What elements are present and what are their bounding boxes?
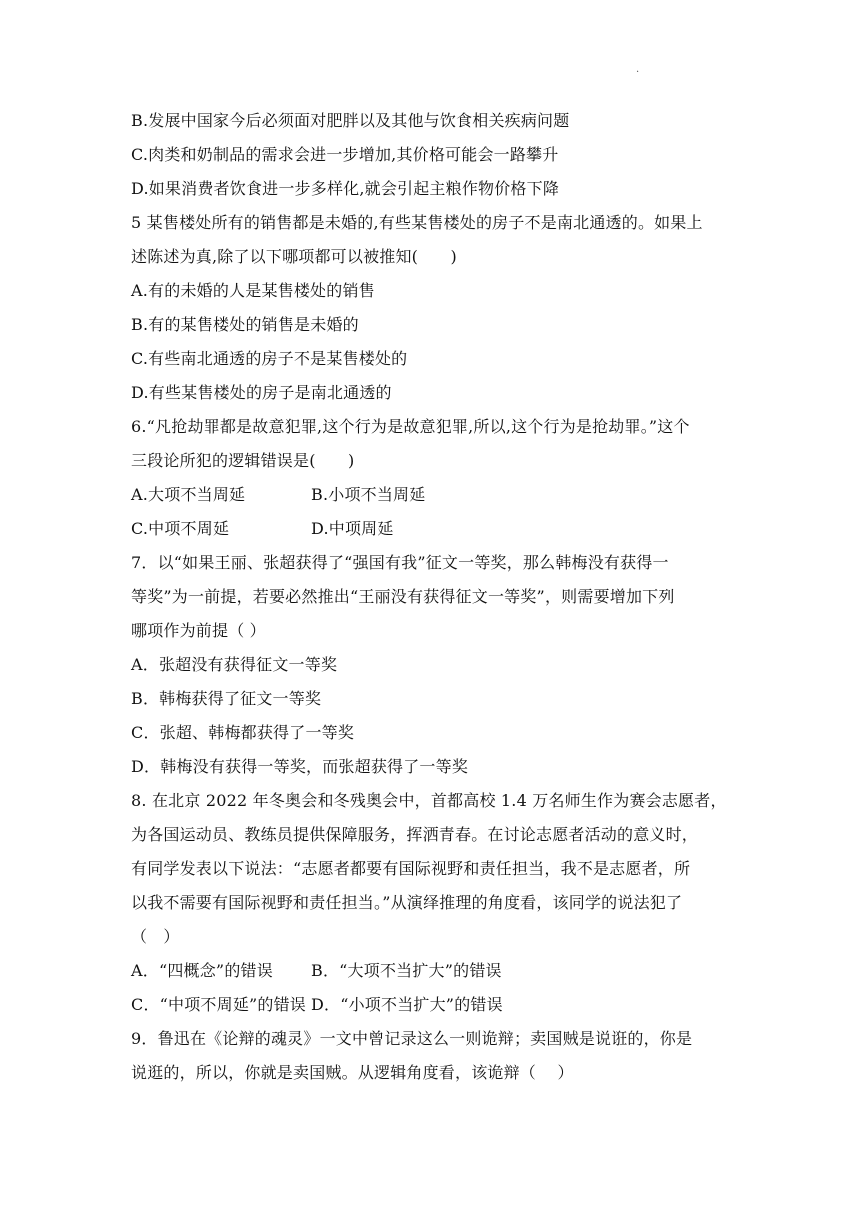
q8-option-d: D．“小项不当扩大”的错误 (311, 995, 503, 1014)
q5-option-b: B.有的某售楼处的销售是未婚的 (131, 315, 359, 334)
q6-options-row-1 (131, 484, 741, 506)
q7-stem-line-2: 等奖”为一前提，若要必然推出“王丽没有获得征文一等奖”，则需要增加下列 (131, 587, 675, 606)
q8-stem-line-3: 有同学发表以下说法：“志愿者都要有国际视野和责任担当，我不是志愿者，所 (131, 859, 691, 878)
q7-option-b: B．韩梅获得了征文一等奖 (131, 689, 322, 708)
q5-option-d: D.有些某售楼处的房子是南北通透的 (131, 383, 392, 402)
q5-stem-line-2: 述陈述为真,除了以下哪项都可以被推知( ) (131, 247, 457, 266)
q9-stem-line-2: 说逛的，所以，你就是卖国贼。从逻辑角度看，该诡辩（ ） (131, 1063, 574, 1082)
q9-stem-line-1: 9．鲁迅在《论辩的魂灵》一文中曾记录这么一则诡辩；卖国贼是说诳的，你是 (131, 1029, 693, 1048)
q8-options-row-1 (131, 960, 741, 982)
q6-stem-line-2: 三段论所犯的逻辑错误是( ) (131, 451, 355, 470)
q5-option-a: A.有的未婚的人是某售楼处的销售 (131, 281, 375, 300)
q7-option-c: C．张超、韩梅都获得了一等奖 (131, 723, 355, 742)
q8-stem-line-5: （ ） (131, 927, 180, 946)
q6-option-d: D.中项周延 (311, 519, 394, 538)
q8-stem-line-1: 8. 在北京 2022 年冬奥会和冬残奥会中，首都高校 1.4 万名师生作为赛会志愿者， (131, 791, 727, 810)
q8-stem-line-2: 为各国运动员、教练员提供保障服务，挥洒青春。在讨论志愿者活动的意义时， (131, 825, 699, 844)
q6-stem-line-1: 6.“凡抢劫罪都是故意犯罪,这个行为是故意犯罪,所以,这个行为是抢劫罪。”这个 (131, 417, 690, 436)
header-mark: . (636, 64, 640, 75)
q6-option-c: C.中项不周延 (131, 519, 230, 538)
q6-options-row-2 (131, 518, 741, 540)
q6-option-b: B.小项不当周延 (311, 485, 426, 504)
q8-option-a: A．“四概念”的错误 (131, 961, 273, 980)
q7-stem-line-3: 哪项作为前提（ ） (131, 621, 266, 640)
q8-option-b: B．“大项不当扩大”的错误 (311, 961, 502, 980)
q8-stem-line-4: 以我不需要有国际视野和责任担当。”从演绎推理的角度看，该同学的说法犯了 (131, 893, 683, 912)
q4-option-c: C.肉类和奶制品的需求会进一步增加,其价格可能会一路攀升 (131, 145, 559, 164)
q8-options-row-2 (131, 994, 741, 1016)
q7-stem-line-1: 7．以“如果王丽、张超获得了“强国有我”征文一等奖，那么韩梅没有获得一 (131, 553, 669, 572)
q5-option-c: C.有些南北通透的房子不是某售楼处的 (131, 349, 408, 368)
q4-option-b: B.发展中国家今后必须面对肥胖以及其他与饮食相关疾病问题 (131, 111, 570, 130)
q4-option-d: D.如果消费者饮食进一步多样化,就会引起主粮作物价格下降 (131, 179, 560, 198)
q7-option-a: A．张超没有获得征文一等奖 (131, 655, 338, 674)
q5-stem-line-1: 5 某售楼处所有的销售都是未婚的,有些某售楼处的房子不是南北通透的。如果上 (131, 213, 703, 232)
q6-option-a: A.大项不当周延 (131, 485, 246, 504)
q7-option-d: D．韩梅没有获得一等奖，而张超获得了一等奖 (131, 757, 469, 776)
q8-option-c: C．“中项不周延”的错误 (131, 995, 307, 1014)
